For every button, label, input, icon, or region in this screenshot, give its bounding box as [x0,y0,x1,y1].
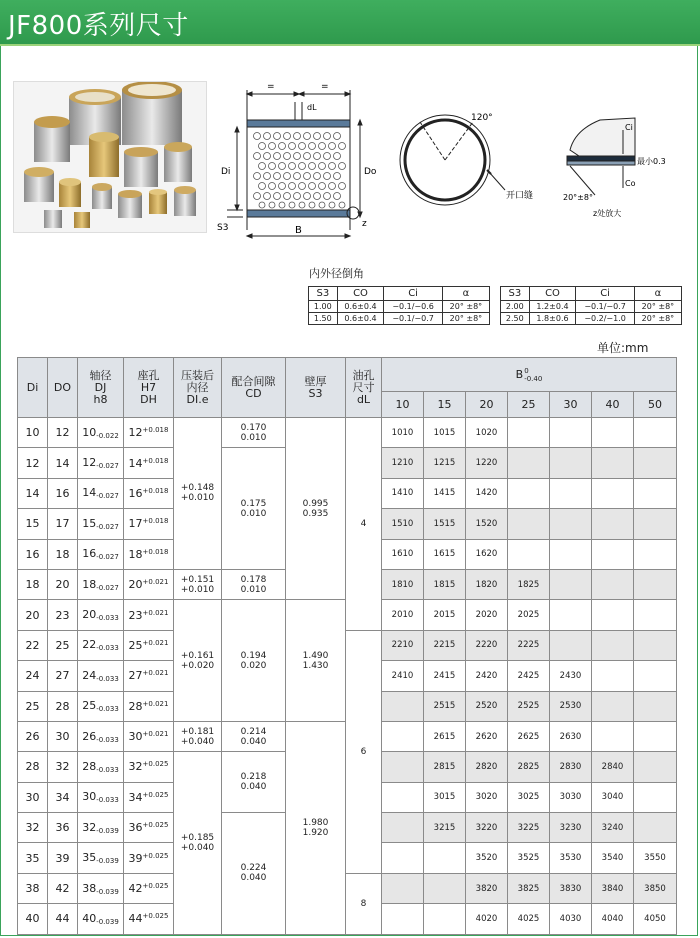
header-wall: 壁厚 S3 [286,358,346,418]
b-cell: 2815 [424,752,466,782]
b-cell: 3520 [466,843,508,873]
b-cell: 2415 [424,661,466,691]
chamfer-cell: −0.1/−0.6 [384,301,442,313]
eq-label-2: = [321,82,329,92]
b-cell: 3820 [466,873,508,903]
header-fit: 配合间隙 CD [222,358,286,418]
b-cell [508,418,550,448]
b-cell: 2620 [466,721,508,751]
shaft-cell: $30_{-0.033}$ [78,782,124,812]
do-cell: 16 [48,478,78,508]
header-b-col: 40 [592,392,634,418]
wall-cell: 0.995 0.935 [286,418,346,600]
b-cell [592,630,634,660]
b-cell: 1410 [382,478,424,508]
chamfer-caption: 内外径倒角 [309,267,364,280]
di-cell: 15 [18,509,48,539]
chamfer-header: Ci [576,287,634,301]
b-cell [634,509,677,539]
seat-cell: $16^{+0.018}$ [124,478,174,508]
b-cell [382,813,424,843]
header-b: B0 -0.40 [382,358,677,392]
b-cell: 2530 [550,691,592,721]
b-cell: 1825 [508,569,550,599]
b-cell: 3550 [634,843,677,873]
seat-cell: $23^{+0.021}$ [124,600,174,630]
fit-cell: 0.214 0.040 [222,721,286,751]
wall-cell: 1.980 1.920 [286,721,346,934]
b-cell [550,569,592,599]
dl-label: dL [307,103,317,112]
fit-cell: 0.218 0.040 [222,752,286,813]
b-cell [634,569,677,599]
oil-cell: 6 [346,630,382,873]
seat-cell: $36^{+0.025}$ [124,813,174,843]
b-cell [592,509,634,539]
cross-section [400,115,505,205]
chamfer-header: S3 [501,287,530,301]
b-cell: 1620 [466,539,508,569]
wall-cell: 1.490 1.430 [286,600,346,722]
b-cell: 1520 [466,509,508,539]
b-cell: 1415 [424,478,466,508]
header-oil: 油孔 尺寸 dL [346,358,382,418]
b-cell: 3015 [424,782,466,812]
di-cell: 26 [18,721,48,751]
b-cell: 3540 [592,843,634,873]
chamfer-cell: 1.00 [309,301,338,313]
b-cell: 2025 [508,600,550,630]
b-cell: 2825 [508,752,550,782]
b-cell [634,478,677,508]
b-cell: 3840 [592,873,634,903]
b-cell: 3020 [466,782,508,812]
b-cell: 3215 [424,813,466,843]
b-cell: 3030 [550,782,592,812]
do-cell: 14 [48,448,78,478]
dimension-table [17,357,677,935]
b-cell: 1820 [466,569,508,599]
do-cell: 20 [48,569,78,599]
shaft-cell: $26_{-0.033}$ [78,721,124,751]
b-cell [424,843,466,873]
b-cell [634,721,677,751]
technical-drawings [215,70,695,270]
b-cell [550,539,592,569]
di-cell: 35 [18,843,48,873]
di-cell: 14 [18,478,48,508]
b-cell: 4040 [592,904,634,934]
b-cell: 2225 [508,630,550,660]
header-di: Di [18,358,48,418]
di-cell: 30 [18,782,48,812]
b-cell: 1010 [382,418,424,448]
b-cell: 2840 [592,752,634,782]
b-cell [634,539,677,569]
b-cell: 3225 [508,813,550,843]
oil-cell: 8 [346,873,382,934]
b-cell [550,630,592,660]
do-cell: 34 [48,782,78,812]
chamfer-cell: 2.50 [501,313,530,325]
do-cell: 32 [48,752,78,782]
b-cell: 3040 [592,782,634,812]
b-cell: 1510 [382,509,424,539]
fit-cell: 0.224 0.040 [222,813,286,935]
b-cell: 2020 [466,600,508,630]
di-cell: 25 [18,691,48,721]
b-cell [592,448,634,478]
b-cell: 2015 [424,600,466,630]
chamfer-cell: 0.6±0.4 [337,313,384,325]
b-cell: 3230 [550,813,592,843]
co-label: Co [625,179,636,188]
b-cell: 2515 [424,691,466,721]
b-cell [382,904,424,934]
do-cell: 27 [48,661,78,691]
b-cell: 3530 [550,843,592,873]
b-cell: 3525 [508,843,550,873]
b-cell: 1220 [466,448,508,478]
seat-cell: $20^{+0.021}$ [124,569,174,599]
seat-cell: $18^{+0.018}$ [124,539,174,569]
b-cell: 2420 [466,661,508,691]
b-cell: 2820 [466,752,508,782]
do-cell: 17 [48,509,78,539]
b-cell: 3850 [634,873,677,903]
chamfer-cell: 1.8±0.6 [529,313,576,325]
b-cell [382,691,424,721]
b-cell [592,478,634,508]
do-cell: 12 [48,418,78,448]
b-cell [634,661,677,691]
b-label: B [295,225,302,236]
chamfer-header: α [442,287,489,301]
shaft-cell: $38_{-0.039}$ [78,873,124,903]
chamfer-cell: 20° ±8° [634,313,681,325]
b-cell: 2410 [382,661,424,691]
b-cell [382,752,424,782]
b-cell: 4025 [508,904,550,934]
b-cell: 2520 [466,691,508,721]
shaft-cell: $12_{-0.027}$ [78,448,124,478]
b-cell [634,600,677,630]
b-cell [634,813,677,843]
seat-cell: $27^{+0.021}$ [124,661,174,691]
fit-cell: 0.170 0.010 [222,418,286,448]
b-cell [592,661,634,691]
b-cell [592,600,634,630]
b-cell [634,418,677,448]
seat-cell: $34^{+0.025}$ [124,782,174,812]
b-cell: 2830 [550,752,592,782]
b-cell: 2425 [508,661,550,691]
seat-cell: $12^{+0.018}$ [124,418,174,448]
oil-cell: 4 [346,418,382,631]
chamfer-header: CO [337,287,384,301]
press-cell: +0.161 +0.020 [174,600,222,722]
header-shaft: 轴径 DJ h8 [78,358,124,418]
shaft-cell: $14_{-0.027}$ [78,478,124,508]
b-cell: 1610 [382,539,424,569]
fit-cell: 0.175 0.010 [222,448,286,570]
header-b-col: 20 [466,392,508,418]
header-b-col: 50 [634,392,677,418]
header-b-col: 15 [424,392,466,418]
chamfer-header: CO [529,287,576,301]
chamfer-cell: −0.1/−0.7 [576,301,634,313]
do-cell: 39 [48,843,78,873]
b-cell [508,478,550,508]
b-cell: 1020 [466,418,508,448]
do-cell: 23 [48,600,78,630]
b-cell: 1420 [466,478,508,508]
di-cell: 10 [18,418,48,448]
chamfer-cell: −0.1/−0.7 [384,313,442,325]
b-cell: 1215 [424,448,466,478]
header-b-col: 25 [508,392,550,418]
b-cell [592,418,634,448]
b-cell [508,509,550,539]
seat-cell: $17^{+0.018}$ [124,509,174,539]
b-cell: 1810 [382,569,424,599]
b-cell [634,782,677,812]
b-cell [634,691,677,721]
b-cell [634,752,677,782]
di-cell: 20 [18,600,48,630]
angle-label: 20°±8° [563,193,593,202]
b-cell: 1210 [382,448,424,478]
min-thickness-label: 最小0.3 [637,157,666,166]
shaft-cell: $32_{-0.039}$ [78,813,124,843]
b-cell [382,873,424,903]
di-label: Di [221,167,231,177]
shaft-cell: $15_{-0.027}$ [78,509,124,539]
di-cell: 38 [18,873,48,903]
di-cell: 32 [18,813,48,843]
header-seat: 座孔 H7 DH [124,358,174,418]
b-cell: 2630 [550,721,592,751]
b-cell [550,448,592,478]
shaft-cell: $16_{-0.027}$ [78,539,124,569]
b-cell [592,539,634,569]
b-cell: 2615 [424,721,466,751]
zoom-label: z处放大 [593,209,622,218]
b-cell [550,509,592,539]
b-cell: 1015 [424,418,466,448]
b-cell [550,478,592,508]
b-cell: 4030 [550,904,592,934]
b-cell [550,418,592,448]
do-cell: 30 [48,721,78,751]
di-cell: 40 [18,904,48,934]
shaft-cell: $25_{-0.033}$ [78,691,124,721]
press-cell: +0.151 +0.010 [174,569,222,599]
b-cell: 3025 [508,782,550,812]
chamfer-header: S3 [309,287,338,301]
b-cell [508,448,550,478]
di-cell: 28 [18,752,48,782]
b-cell [592,691,634,721]
ci-label: Ci [625,123,633,132]
header-b-col: 30 [550,392,592,418]
do-cell: 18 [48,539,78,569]
chamfer-table-right [500,286,682,325]
chamfer-cell: 20° ±8° [442,301,489,313]
shaft-cell: $24_{-0.033}$ [78,661,124,691]
b-cell [382,782,424,812]
b-cell [382,721,424,751]
slot-label: 开口缝 [506,191,534,201]
chamfer-cell: 0.6±0.4 [337,301,384,313]
z-label: z [362,219,367,229]
di-cell: 22 [18,630,48,660]
chamfer-cell: 20° ±8° [634,301,681,313]
do-cell: 28 [48,691,78,721]
bushings-image [14,82,206,232]
b-cell: 3240 [592,813,634,843]
b-cell [592,721,634,751]
chamfer-cell: −0.2/−1.0 [576,313,634,325]
di-cell: 24 [18,661,48,691]
b-cell: 2525 [508,691,550,721]
s3-label: S3 [217,223,229,233]
b-cell: 2430 [550,661,592,691]
header-b-col: 10 [382,392,424,418]
header-press: 压装后 内径 DI.e [174,358,222,418]
di-cell: 16 [18,539,48,569]
do-cell: 25 [48,630,78,660]
seat-cell: $25^{+0.021}$ [124,630,174,660]
angle-120-label: 120° [471,113,493,123]
b-cell: 1515 [424,509,466,539]
b-cell: 4050 [634,904,677,934]
do-cell: 42 [48,873,78,903]
chamfer-cell: 1.2±0.4 [529,301,576,313]
press-cell: +0.181 +0.040 [174,721,222,751]
b-cell: 3825 [508,873,550,903]
page-title: JF800系列尺寸 [8,11,189,41]
press-cell: +0.148 +0.010 [174,418,222,570]
chamfer-header: α [634,287,681,301]
table-row [18,630,677,660]
seat-cell: $42^{+0.025}$ [124,873,174,903]
seat-cell: $39^{+0.025}$ [124,843,174,873]
b-cell: 2010 [382,600,424,630]
product-photo [13,81,207,233]
eq-label-1: = [267,82,275,92]
table-row [18,418,677,448]
shaft-cell: $40_{-0.039}$ [78,904,124,934]
table-row [18,873,677,903]
b-cell [508,539,550,569]
b-cell: 2220 [466,630,508,660]
do-cell: 36 [48,813,78,843]
b-cell [550,600,592,630]
di-cell: 18 [18,569,48,599]
chamfer-cell: 2.00 [501,301,530,313]
do-label: Do [364,167,377,177]
b-cell: 3830 [550,873,592,903]
b-cell [634,630,677,660]
b-cell [592,569,634,599]
b-cell [634,448,677,478]
b-cell: 3220 [466,813,508,843]
b-cell [382,843,424,873]
shaft-cell: $18_{-0.027}$ [78,569,124,599]
shaft-cell: $20_{-0.033}$ [78,600,124,630]
b-cell: 1815 [424,569,466,599]
seat-cell: $30^{+0.021}$ [124,721,174,751]
shaft-cell: $35_{-0.039}$ [78,843,124,873]
press-cell: +0.185 +0.040 [174,752,222,934]
seat-cell: $44^{+0.025}$ [124,904,174,934]
b-cell: 2215 [424,630,466,660]
b-cell: 4020 [466,904,508,934]
chamfer-table-left [308,286,490,325]
title-bar [0,0,700,46]
b-cell: 2625 [508,721,550,751]
b-cell [424,873,466,903]
chamfer-header: Ci [384,287,442,301]
b-cell [424,904,466,934]
fit-cell: 0.194 0.020 [222,600,286,722]
shaft-cell: $28_{-0.033}$ [78,752,124,782]
seat-cell: $28^{+0.021}$ [124,691,174,721]
shaft-cell: $22_{-0.033}$ [78,630,124,660]
b-cell: 1615 [424,539,466,569]
chamfer-cell: 1.50 [309,313,338,325]
fit-cell: 0.178 0.010 [222,569,286,599]
chamfer-cell: 20° ±8° [442,313,489,325]
seat-cell: $32^{+0.025}$ [124,752,174,782]
b-cell: 2210 [382,630,424,660]
seat-cell: $14^{+0.018}$ [124,448,174,478]
header-do: DO [48,358,78,418]
unit-label: 单位:mm [597,341,649,355]
di-cell: 12 [18,448,48,478]
shaft-cell: $10_{-0.022}$ [78,418,124,448]
do-cell: 44 [48,904,78,934]
